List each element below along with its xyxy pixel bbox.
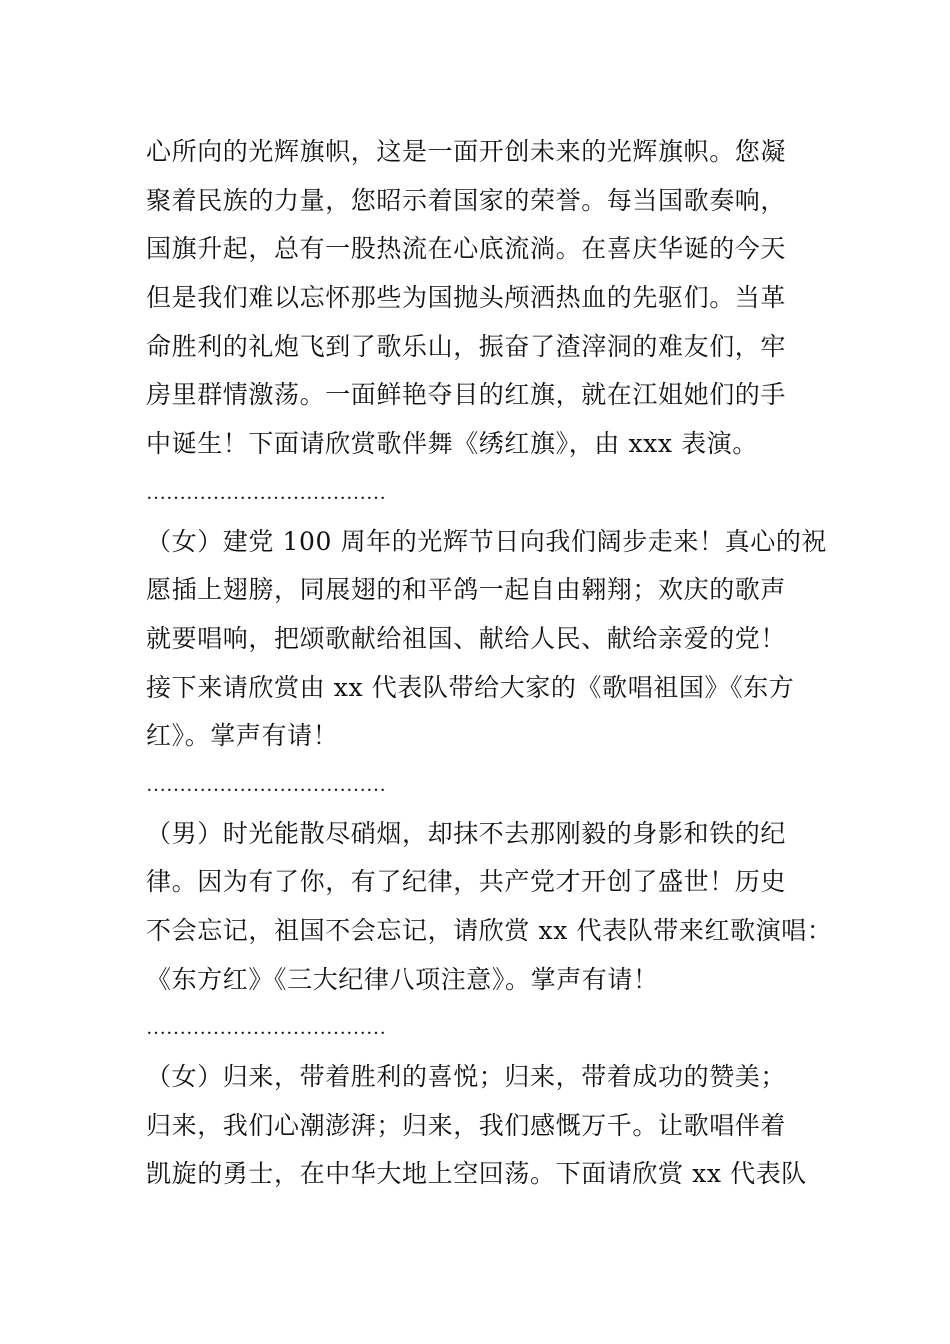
- text-line: 接下来请欣赏由 xx 代表队带给大家的《歌唱祖国》《东方: [146, 672, 795, 702]
- text-line: 不会忘记，祖国不会忘记，请欣赏 xx 代表队带来红歌演唱：: [146, 916, 833, 945]
- text-line: 愿插上翅膀，同展翅的和平鸽一起自由翱翔；欢庆的歌声: [146, 575, 787, 605]
- text-line: 红》。掌声有请！: [146, 721, 339, 751]
- text-line: （女）建党 100 周年的光辉节日向我们阔步走来！真心的祝: [146, 526, 828, 556]
- text-line: （男）时光能散尽硝烟，却抹不去那刚毅的身影和铁的纪: [146, 818, 787, 848]
- paragraph-female-host-1: [146, 518, 826, 761]
- text-line: 律。因为有了你，有了纪律，共产党才开创了盛世！历史: [146, 867, 787, 897]
- document-body: [146, 128, 833, 1199]
- dotted-separator: ………………………………: [146, 481, 386, 504]
- text-line: （女）归来，带着胜利的喜悦；归来，带着成功的赞美；: [146, 1062, 787, 1092]
- text-line: 但是我们难以忘怀那些为国抛头颅洒热血的先驱们。当革: [146, 283, 787, 313]
- text-line: 《东方红》《三大纪律八项注意》。掌声有请！: [146, 964, 659, 994]
- text-line: 就要唱响，把颂歌献给祖国、献给人民、献给亲爱的党！: [146, 623, 787, 653]
- paragraph-male-host: [146, 810, 833, 1005]
- text-line: 聚着民族的力量，您昭示着国家的荣誉。每当国歌奏响，: [146, 185, 787, 215]
- text-line: 命胜利的礼炮飞到了歌乐山，振奋了渣滓洞的难友们，牢: [146, 331, 787, 361]
- dotted-separator: ………………………………: [146, 1017, 386, 1040]
- text-line: 凯旋的勇士，在中华大地上空回荡。下面请欣赏 xx 代表队: [146, 1159, 807, 1189]
- text-line: 国旗升起，总有一股热流在心底流淌。在喜庆华诞的今天: [146, 234, 787, 264]
- text-line: 归来，我们心潮澎湃；归来，我们感慨万千。让歌唱伴着: [146, 1110, 787, 1140]
- text-line: 心所向的光辉旗帜，这是一面开创未来的光辉旗帜。您凝: [146, 137, 787, 166]
- paragraph-flag-song: [146, 128, 826, 469]
- paragraph-female-host-2: [146, 1053, 826, 1199]
- text-line: 房里群情激荡。一面鲜艳夺目的红旗，就在江姐她们的手: [146, 380, 787, 410]
- dotted-separator: ………………………………: [146, 773, 386, 796]
- text-line: 中诞生！下面请欣赏歌伴舞《绣红旗》，由 xxx 表演。: [146, 429, 758, 459]
